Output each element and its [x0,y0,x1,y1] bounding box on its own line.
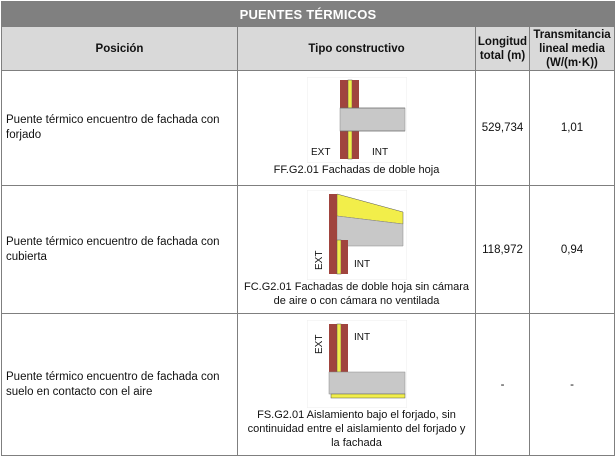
row-longitud: 529,734 [476,71,530,186]
row-tipo-cell [238,186,476,314]
facade-floor-detail-diagram [307,320,407,408]
int-label: INT [353,332,370,343]
facade-roof-detail-diagram [307,190,407,280]
row-tipo-caption: FS.G2.01 Aislamiento bajo el forjado, sin continuidad entre el aislamiento del forjado y la fachada [247,409,466,449]
row-longitud: - [476,314,530,456]
row-posicion: Puente térmico encuentro de fachada con cubierta [2,186,238,314]
row-tipo-cell [238,71,476,186]
row-tipo-caption: FC.G2.01 Fachadas de doble hoja sin cámara de aire o con cámara no ventilada [243,281,470,307]
header-longitud: Longitud total (m) [476,27,530,71]
header-tipo: Tipo constructivo [238,27,476,71]
table-title: PUENTES TÉRMICOS [2,2,615,27]
row-posicion: Puente térmico encuentro de fachada con suelo en contacto con el aire [2,314,238,456]
row-tipo-cell [238,314,476,456]
header-posicion: Posición [2,27,238,71]
row-posicion: Puente térmico encuentro de fachada con forjado [2,71,238,186]
table-row [2,71,615,186]
ext-label: EXT [313,250,325,270]
row-transmitancia: - [530,314,615,456]
row-transmitancia: 1,01 [530,71,615,186]
facade-slab-detail-diagram [307,77,407,163]
header-transmitancia: Transmitancia lineal media (W/(m·K)) [530,27,615,71]
ext-label: EXT [313,334,325,354]
table-row [2,314,615,456]
int-label: INT [371,147,388,158]
ext-label: EXT [310,147,330,158]
row-tipo-caption: FF.G2.01 Fachadas de doble hoja [273,164,440,176]
row-transmitancia: 0,94 [530,186,615,314]
table-row [2,186,615,314]
int-label: INT [353,259,370,270]
row-longitud: 118,972 [476,186,530,314]
thermal-bridges-table [1,1,615,456]
